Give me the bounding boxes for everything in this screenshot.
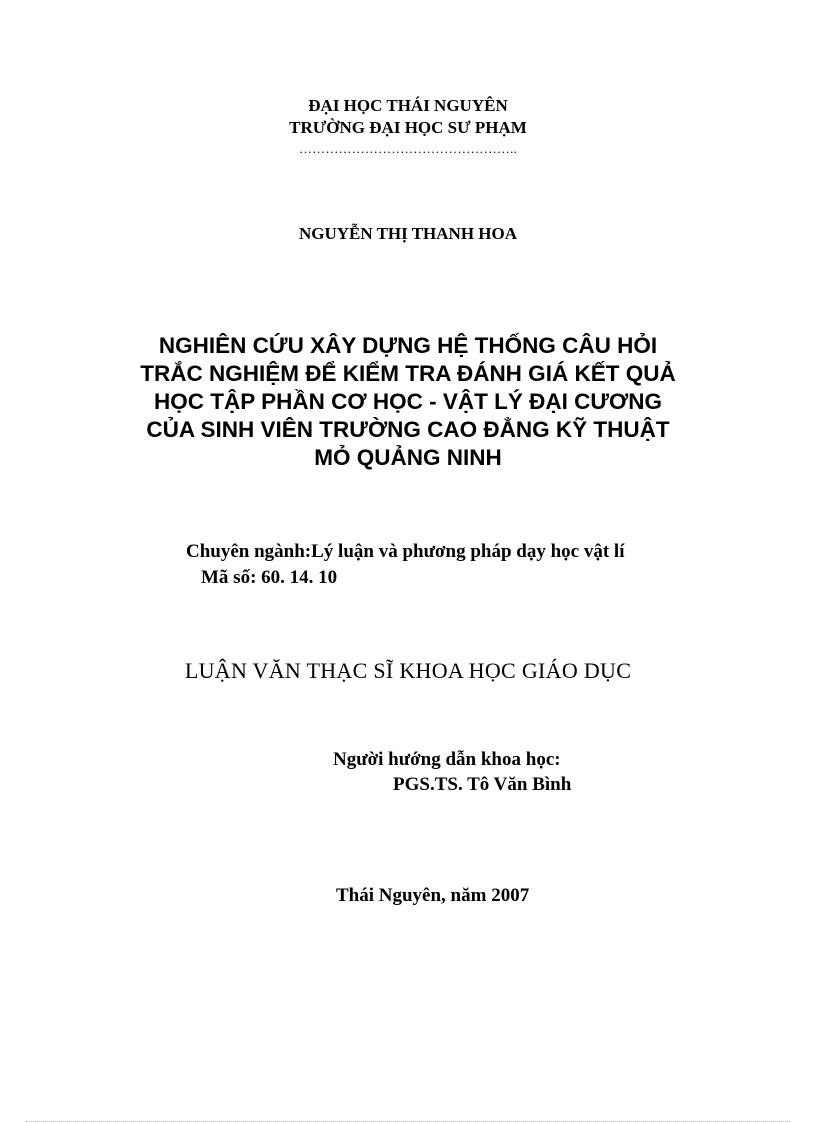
thesis-type: LUẬN VĂN THẠC SĨ KHOA HỌC GIÁO DỤC [184,658,632,683]
page-bottom-border [26,1121,790,1122]
thesis-title [100,332,716,472]
author-name: NGUYỄN THỊ THANH HOA [298,224,518,243]
title-line: TRẮC NGHIỆM ĐỂ KIỂM TRA ĐÁNH GIÁ KẾT QUẢ [140,361,676,386]
school-name: TRƯỜNG ĐẠI HỌC SƯ PHẠM [289,118,527,137]
title-line: HỌC TẬP PHẦN CƠ HỌC - VẬT LÝ ĐẠI CƯƠNG [154,389,662,414]
major-code: Mã số: 60. 14. 10 [201,567,338,588]
title-line: CỦA SINH VIÊN TRƯỜNG CAO ĐẲNG KỸ THUẬT [146,417,670,442]
advisor-name: PGS.TS. Tô Văn Bình [393,774,572,795]
major-line: Chuyên ngành:Lý luận và phương pháp dạy học vật lí [186,541,625,562]
header-separator: ………………………………………….. [298,141,518,156]
title-line: MỎ QUẢNG NINH [314,445,502,470]
institution-header [0,95,816,139]
place-date: Thái Nguyên, năm 2007 [336,885,530,906]
title-line: NGHIÊN CỨU XÂY DỰNG HỆ THỐNG CÂU HỎI [158,333,658,358]
advisor-label: Người hướng dẫn khoa học: [333,749,561,770]
university-name: ĐẠI HỌC THÁI NGUYÊN [308,96,508,115]
